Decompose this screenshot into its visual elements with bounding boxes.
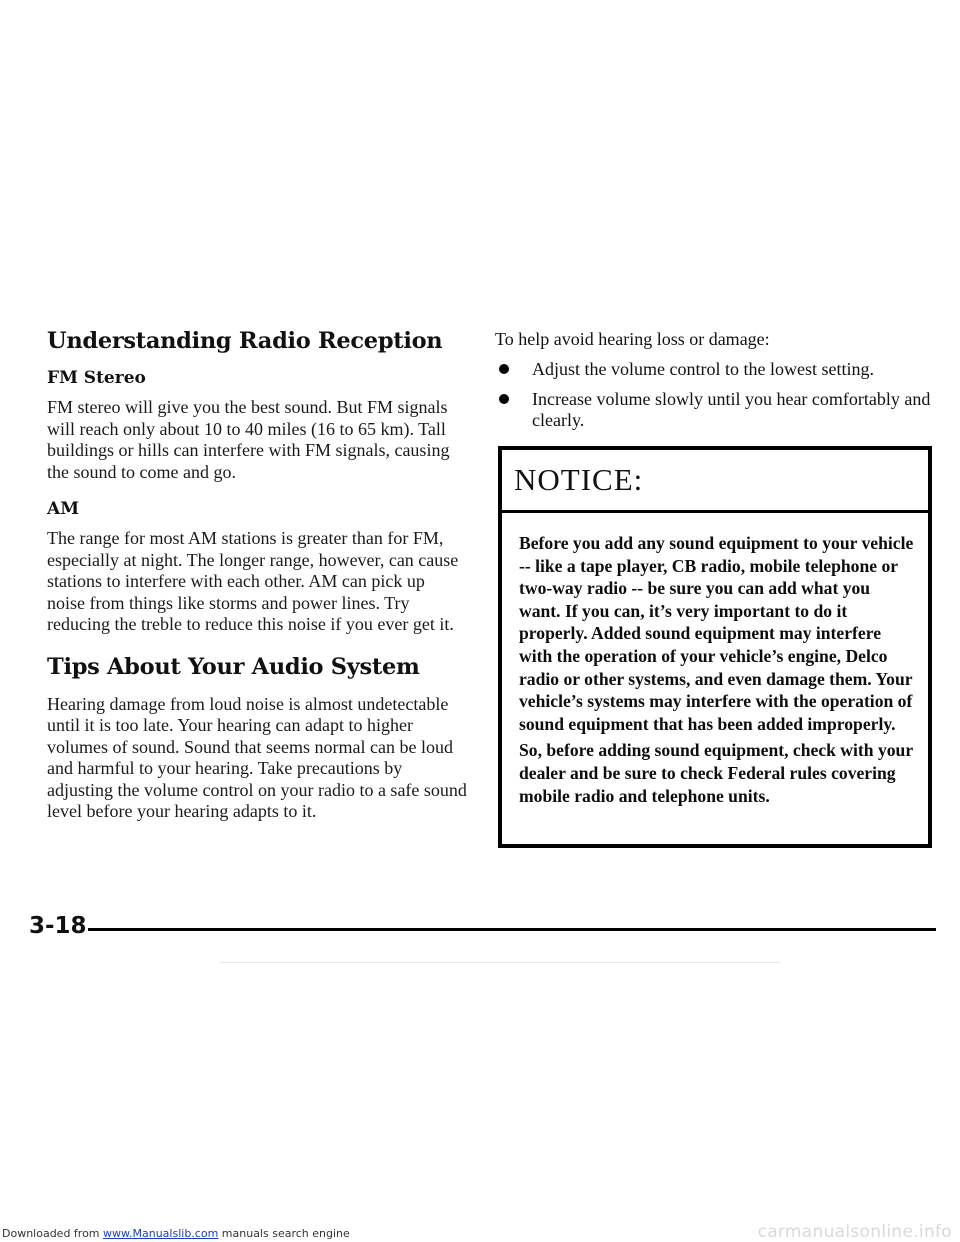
notice-paragraph: So, before adding sound equipment, check with your dealer and be sure to check Federal rules covering mobile radio and telephone units. [519, 740, 913, 806]
subheading-am: AM [47, 499, 80, 519]
manualslib-link[interactable]: www.Manualslib.com [103, 1227, 219, 1240]
bullet-text: Increase volume slowly until you hear comfortably and clearly. [532, 388, 931, 430]
download-source-note [2, 1227, 350, 1240]
paragraph-audio-tips: Hearing damage from loud noise is almost undetectable until it is too late. Your hearing can adapt to higher volumes of sound. Sound that seems normal can be loud and harmful to your hearing. Take precautions by adjusting the volume control on your radio to a safe sound level before your hearing adapts to it. [47, 693, 467, 821]
bullet-icon [499, 364, 509, 374]
page-number: 3-18 [29, 913, 87, 939]
bullet-text: Adjust the volume control to the lowest setting. [532, 359, 874, 379]
left-column [47, 328, 467, 839]
hearing-intro: To help avoid hearing loss or damage: [495, 329, 770, 349]
notice-box [498, 446, 932, 848]
bullet-icon [499, 394, 509, 404]
notice-paragraph: Before you add any sound equipment to your vehicle -- like a tape player, CB radio, mobile telephone or two-way radio -- be sure you can add what you want. If you can, it’s very important to do it properly. Added sound equipment may interfere with the operation of your vehicle’s engine, Delco radio or other systems, and even damage them. Your vehicle’s systems may interfere with the operation of sound equipment that has been added improperly. [519, 533, 914, 734]
paragraph-fm-stereo: FM stereo will give you the best sound. But FM signals will reach only about 10 to 40 miles (16 to 65 km). Tall buildings or hills can interfere with FM signals, causing the sound to come and go. [47, 397, 450, 482]
site-watermark: carmanualsonline.info [757, 1222, 952, 1242]
right-column [495, 328, 935, 440]
section-heading-radio-reception: Understanding Radio Reception [47, 328, 443, 354]
notice-title: NOTICE: [502, 450, 928, 513]
list-item [495, 359, 935, 381]
download-suffix: manuals search engine [218, 1227, 350, 1240]
section-heading-audio-tips: Tips About Your Audio System [47, 653, 420, 680]
notice-body [502, 513, 928, 807]
subheading-fm-stereo: FM Stereo [47, 368, 146, 388]
footer-divider [88, 928, 936, 931]
paragraph-am: The range for most AM stations is greater than for FM, especially at night. The longer range, however, can cause stations to interfere with each other. AM can pick up noise from things like storms and power lines. Try reducing the treble to reduce this noise if you ever get it. [47, 528, 459, 634]
hearing-bullet-list [495, 359, 935, 432]
list-item [495, 389, 935, 432]
scan-artifact-line [220, 962, 780, 963]
download-prefix: Downloaded from [2, 1227, 104, 1240]
